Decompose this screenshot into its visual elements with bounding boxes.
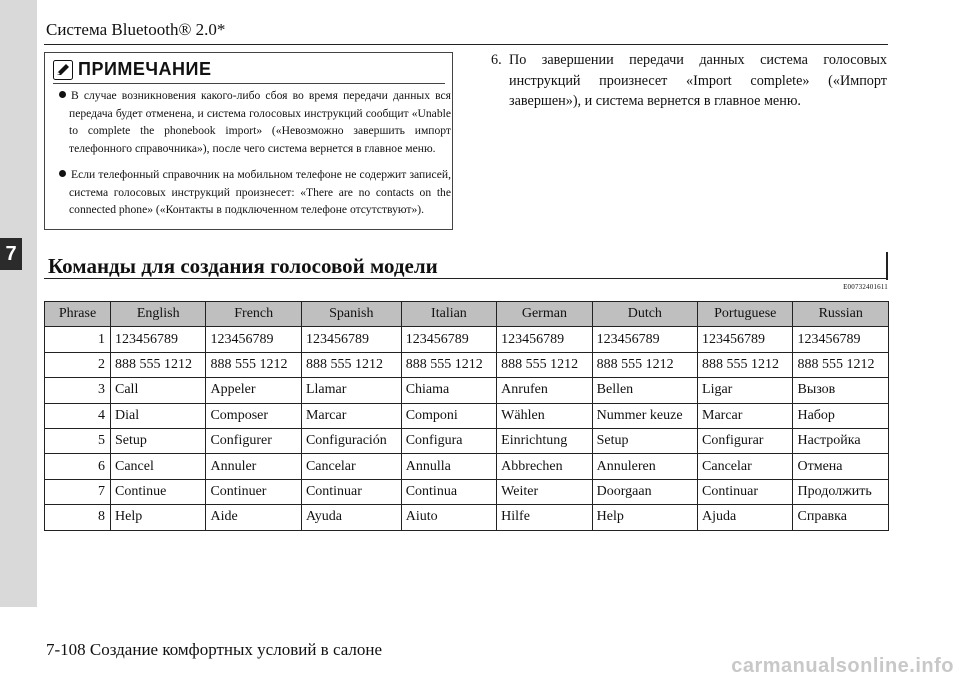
table-cell: Configuración xyxy=(301,428,401,453)
table-cell: 888 555 1212 xyxy=(301,352,401,377)
table-cell-phrase-number: 7 xyxy=(45,479,111,504)
note-title: ПРИМЕЧАНИЕ xyxy=(78,59,212,79)
table-cell: 888 555 1212 xyxy=(592,352,697,377)
section-title-bar xyxy=(886,252,888,280)
column-header: Russian xyxy=(793,302,889,327)
table-cell: Continuer xyxy=(206,479,301,504)
table-cell: 888 555 1212 xyxy=(793,352,889,377)
column-header: German xyxy=(497,302,592,327)
bullet-dot-icon xyxy=(59,91,66,98)
table-cell-phrase-number: 5 xyxy=(45,428,111,453)
table-cell: Hilfe xyxy=(497,505,592,530)
chapter-sidebar xyxy=(0,0,37,607)
table-cell: Cancelar xyxy=(301,454,401,479)
table-cell: Componi xyxy=(401,403,496,428)
table-row xyxy=(45,479,889,504)
note-divider xyxy=(53,83,445,84)
table-cell: 888 555 1212 xyxy=(497,352,592,377)
table-cell-phrase-number: 3 xyxy=(45,378,111,403)
table-cell: Configura xyxy=(401,428,496,453)
table-cell-phrase-number: 6 xyxy=(45,454,111,479)
table-cell: 888 555 1212 xyxy=(698,352,793,377)
table-cell: 123456789 xyxy=(592,327,697,352)
table-cell: 123456789 xyxy=(111,327,206,352)
table-cell: Setup xyxy=(592,428,697,453)
step-number: 6. xyxy=(491,52,502,68)
section-divider xyxy=(44,278,888,279)
table-cell: Continuar xyxy=(698,479,793,504)
table-cell: Chiama xyxy=(401,378,496,403)
table-cell: Ajuda xyxy=(698,505,793,530)
table-cell: 888 555 1212 xyxy=(111,352,206,377)
table-cell: Help xyxy=(111,505,206,530)
pencil-icon xyxy=(53,60,73,80)
page-header-title: Система Bluetooth® 2.0* xyxy=(46,20,226,39)
table-cell: Настройка xyxy=(793,428,889,453)
column-header: Spanish xyxy=(301,302,401,327)
table-cell: Help xyxy=(592,505,697,530)
table-cell-phrase-number: 8 xyxy=(45,505,111,530)
chapter-tab: 7 xyxy=(0,238,22,270)
table-row xyxy=(45,505,889,530)
table-cell: Continuar xyxy=(301,479,401,504)
table-cell: Ligar xyxy=(698,378,793,403)
note-heading xyxy=(53,59,211,80)
table-row xyxy=(45,352,889,377)
table-cell: Annulla xyxy=(401,454,496,479)
column-header: English xyxy=(111,302,206,327)
voice-commands-table xyxy=(44,301,889,531)
table-cell: Marcar xyxy=(698,403,793,428)
table-cell: Abbrechen xyxy=(497,454,592,479)
column-header: Phrase xyxy=(45,302,111,327)
table-cell: 123456789 xyxy=(698,327,793,352)
table-cell: Cancelar xyxy=(698,454,793,479)
table-cell: 888 555 1212 xyxy=(401,352,496,377)
table-cell: 123456789 xyxy=(206,327,301,352)
table-cell: Aiuto xyxy=(401,505,496,530)
step-text: По завершении передачи данных система голосовых инструкций произнесет «Import complete» («Импорт завершен»), и система вернется в главное меню. xyxy=(509,52,887,109)
table-cell-phrase-number: 2 xyxy=(45,352,111,377)
table-cell: Продолжить xyxy=(793,479,889,504)
table-row xyxy=(45,378,889,403)
column-header: Dutch xyxy=(592,302,697,327)
table-cell: 123456789 xyxy=(793,327,889,352)
note-bullet xyxy=(59,87,451,157)
note-bullet-text: Если телефонный справочник на мобильном телефоне не содержит записей, система голосовых инструкций произнесет: «There are no contacts on the connected phone» («Контакты в подключенном телефоне отсутствуют»). xyxy=(69,168,451,216)
table-cell: Anrufen xyxy=(497,378,592,403)
watermark: carmanualsonline.info xyxy=(731,655,954,677)
table-cell: Weiter xyxy=(497,479,592,504)
note-bullet-text: В случае возникновения какого-либо сбоя во время передачи данных вся передача будет отменена, и система голосовых инструкций сообщит «Unable to complete the phonebook import» («Невозможно завершить импорт телефонного справочника»), после чего система вернется в главное меню. xyxy=(69,89,451,155)
table-row xyxy=(45,403,889,428)
table-row xyxy=(45,428,889,453)
column-header: French xyxy=(206,302,301,327)
table-cell: Dial xyxy=(111,403,206,428)
table-cell: Setup xyxy=(111,428,206,453)
table-cell: Отмена xyxy=(793,454,889,479)
column-header: Portuguese xyxy=(698,302,793,327)
column-header: Italian xyxy=(401,302,496,327)
step-item xyxy=(491,50,887,112)
table-cell: Wählen xyxy=(497,403,592,428)
table-cell: Ayuda xyxy=(301,505,401,530)
table-cell: Cancel xyxy=(111,454,206,479)
header-divider xyxy=(44,44,888,45)
section-title: Команды для создания голосовой модели xyxy=(48,254,438,278)
table-cell: Llamar xyxy=(301,378,401,403)
table-cell: Набор xyxy=(793,403,889,428)
table-cell: 123456789 xyxy=(301,327,401,352)
table-cell: 888 555 1212 xyxy=(206,352,301,377)
table-cell: Continua xyxy=(401,479,496,504)
table-header-row xyxy=(45,302,889,327)
table-cell-phrase-number: 4 xyxy=(45,403,111,428)
table-cell: Composer xyxy=(206,403,301,428)
page-footer: 7-108 Создание комфортных условий в салоне xyxy=(46,640,383,659)
note-bullet xyxy=(59,166,451,219)
table-cell: Marcar xyxy=(301,403,401,428)
note-box xyxy=(44,52,453,230)
table-cell-phrase-number: 1 xyxy=(45,327,111,352)
table-cell: Вызов xyxy=(793,378,889,403)
table-cell: Aide xyxy=(206,505,301,530)
table-cell: Configurer xyxy=(206,428,301,453)
table-row xyxy=(45,454,889,479)
table-cell: Annuler xyxy=(206,454,301,479)
table-cell: Einrichtung xyxy=(497,428,592,453)
table-cell: Appeler xyxy=(206,378,301,403)
table-cell: Configurar xyxy=(698,428,793,453)
table-cell: 123456789 xyxy=(401,327,496,352)
bullet-dot-icon xyxy=(59,170,66,177)
table-cell: Continue xyxy=(111,479,206,504)
table-cell: Nummer keuze xyxy=(592,403,697,428)
table-row xyxy=(45,327,889,352)
table-cell: Справка xyxy=(793,505,889,530)
table-cell: 123456789 xyxy=(497,327,592,352)
table-cell: Annuleren xyxy=(592,454,697,479)
table-cell: Doorgaan xyxy=(592,479,697,504)
reference-code: E00732401611 xyxy=(843,283,888,291)
table-cell: Call xyxy=(111,378,206,403)
table-cell: Bellen xyxy=(592,378,697,403)
